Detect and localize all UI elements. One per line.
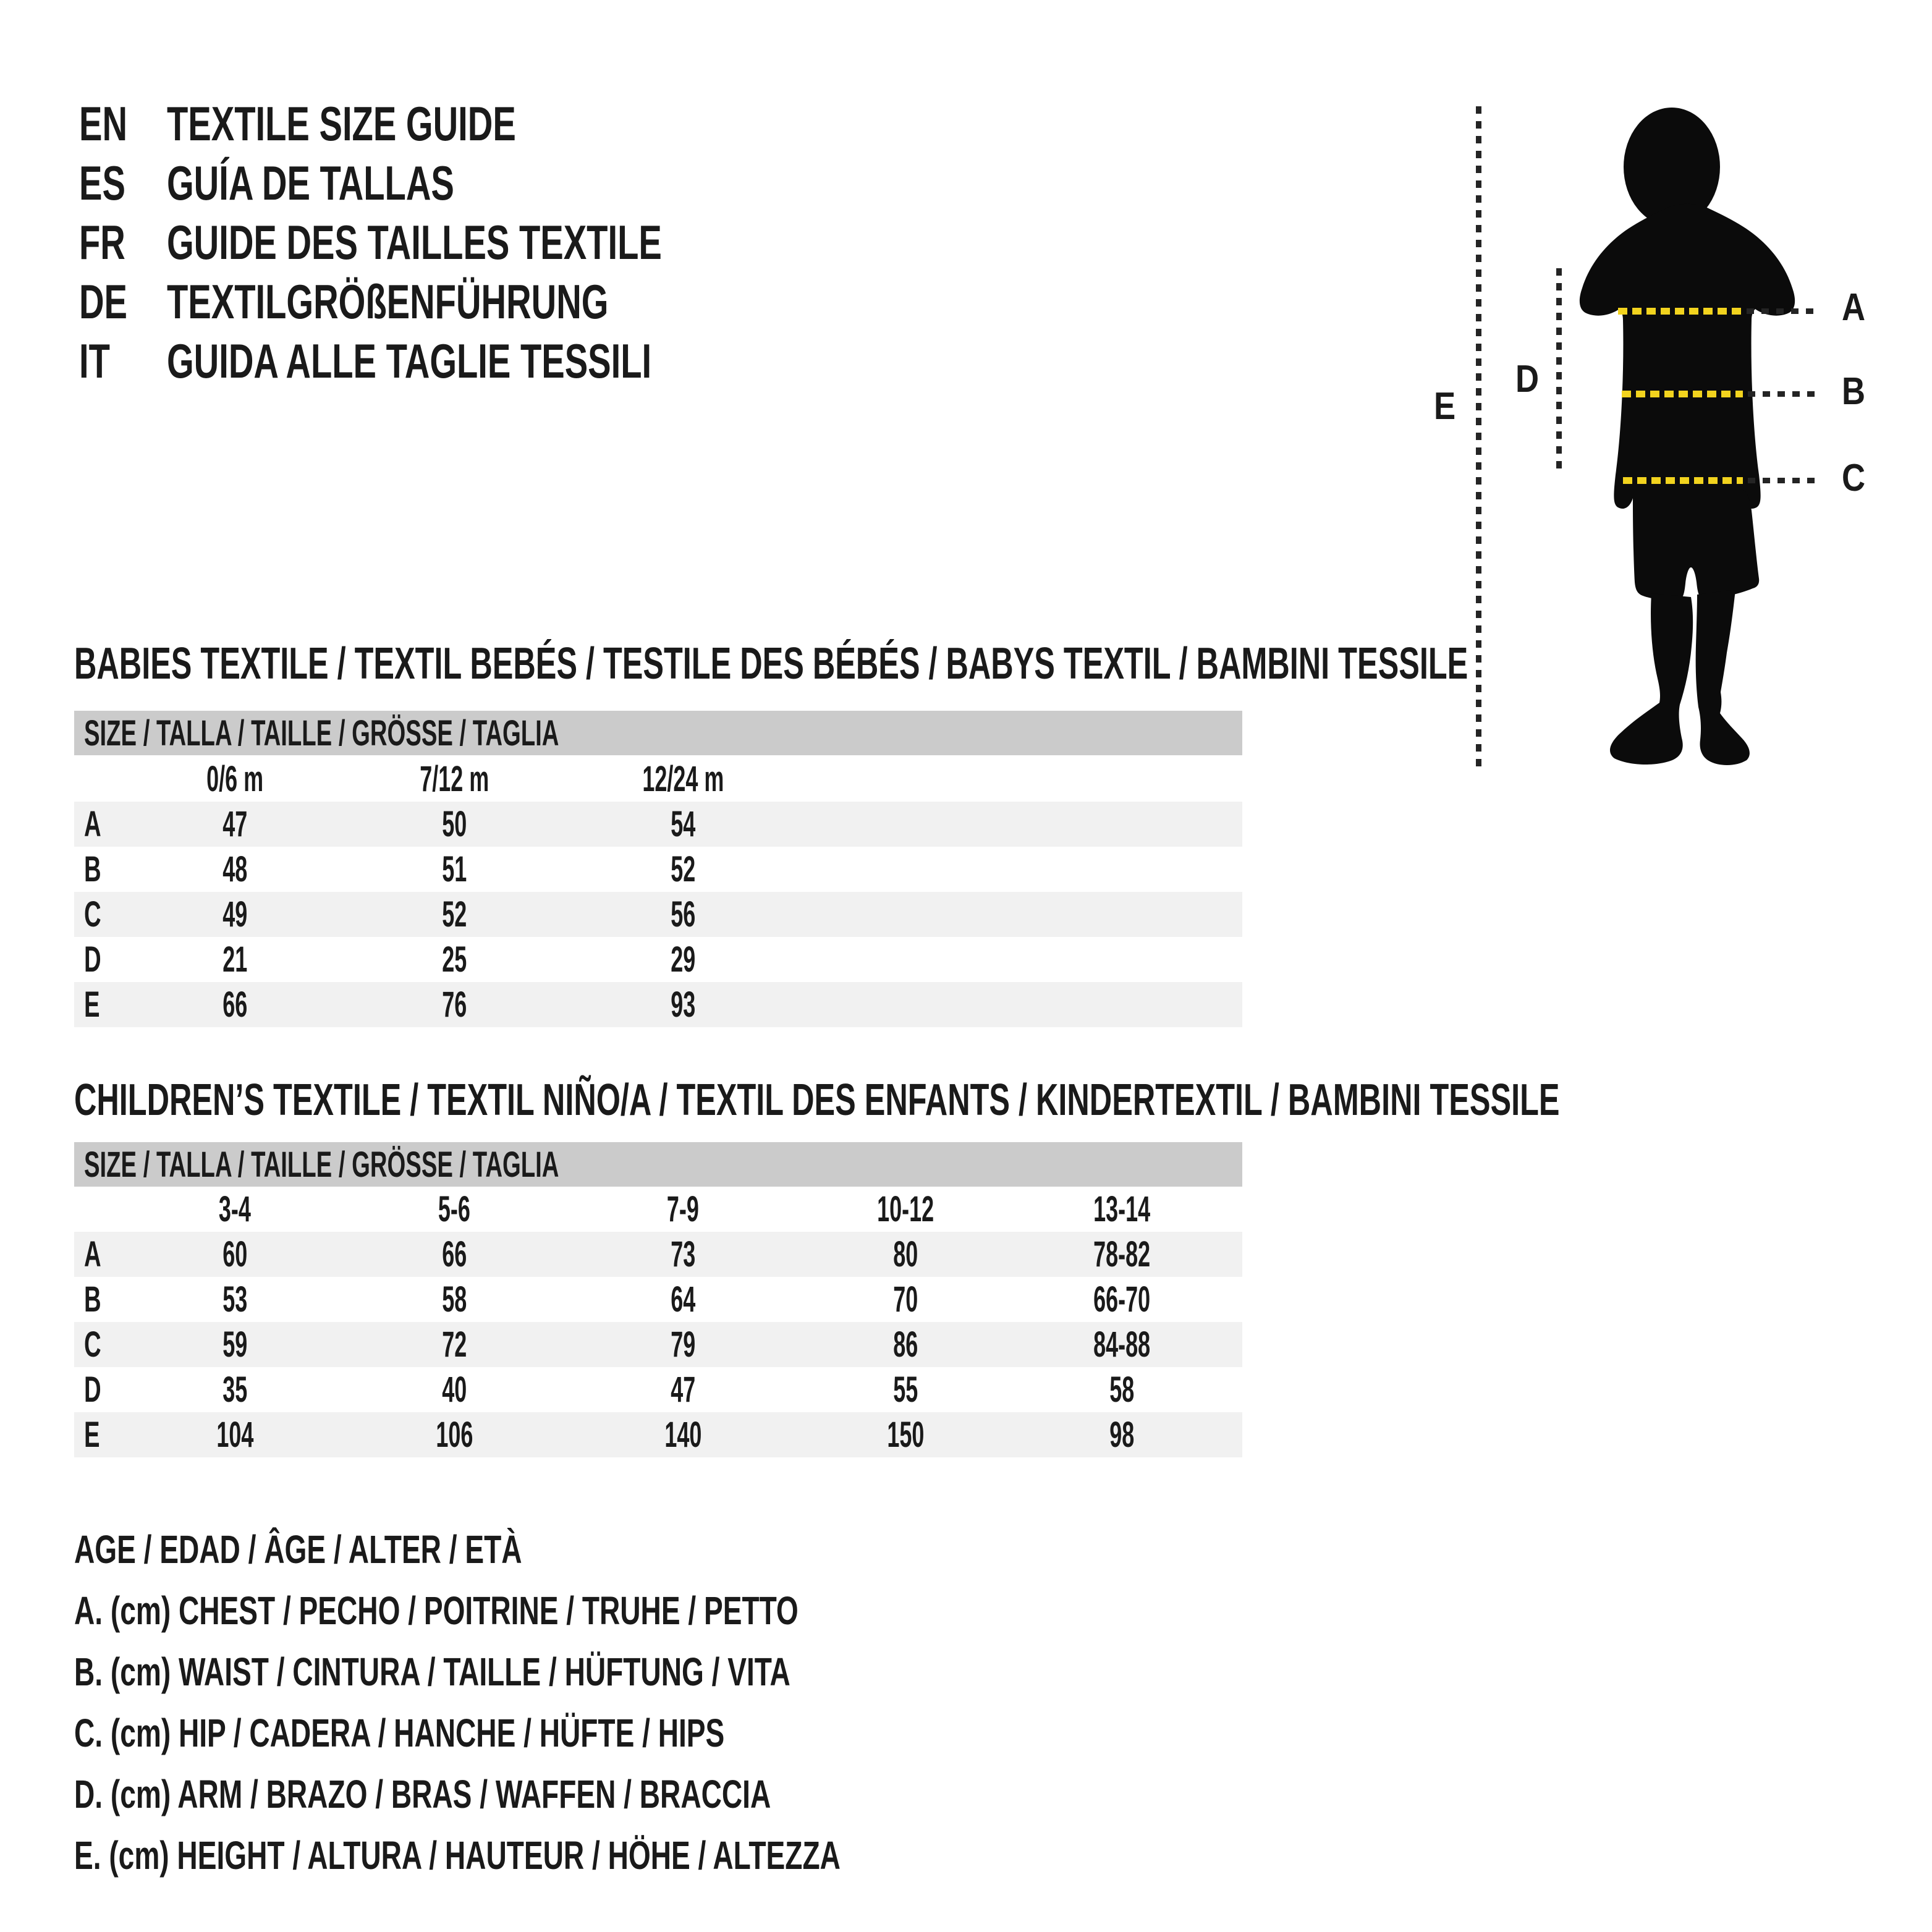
table-row [74, 847, 1242, 892]
measure-label-e: E [1434, 385, 1456, 428]
size-value: 49 [222, 894, 247, 934]
table-row [74, 982, 1242, 1027]
hip-line-c-dark [1748, 478, 1821, 483]
babies-column-header-row [74, 756, 1242, 802]
row-label: E [84, 985, 100, 1025]
size-value: 86 [892, 1324, 918, 1365]
table-row [74, 1277, 1242, 1322]
language-code: DE [79, 274, 128, 329]
size-value: 60 [222, 1234, 247, 1274]
size-value: 104 [216, 1415, 254, 1455]
size-value: 47 [670, 1370, 695, 1410]
language-code: ES [79, 155, 125, 210]
language-code: FR [79, 214, 125, 269]
size-value: 53 [222, 1279, 247, 1320]
size-value: 35 [222, 1370, 247, 1410]
size-value: 76 [441, 985, 467, 1025]
size-value: 54 [670, 804, 695, 844]
language-row [79, 331, 854, 391]
waist-line-b-yellow [1622, 391, 1743, 397]
size-value: 51 [441, 849, 467, 889]
babies-size-header-bar: SIZE / TALLA / TAILLE / GRÖSSE / TAGLIA [74, 711, 1242, 755]
column-header: 7/12 m [420, 759, 489, 799]
size-value: 52 [670, 849, 695, 889]
column-header: 0/6 m [206, 759, 263, 799]
size-value: 72 [441, 1324, 467, 1365]
size-value: 25 [441, 939, 467, 980]
language-title: GUÍA DE TALLAS [167, 155, 454, 210]
table-row [74, 1232, 1242, 1277]
language-guide-block [79, 94, 854, 391]
size-value: 50 [441, 804, 467, 844]
size-value: 29 [670, 939, 695, 980]
size-value: 58 [441, 1279, 467, 1320]
language-code: IT [79, 333, 110, 388]
row-label: B [84, 849, 101, 889]
row-label: D [84, 1370, 101, 1410]
size-value: 47 [222, 804, 247, 844]
children-size-table [74, 1187, 1242, 1457]
measure-label-b: B [1842, 370, 1866, 413]
legend-line-chest: A. (cm) CHEST / PECHO / POITRINE / TRUHE / PETTO [74, 1588, 799, 1633]
row-label: A [84, 1234, 101, 1274]
size-value: 40 [441, 1370, 467, 1410]
table-row [74, 1412, 1242, 1457]
legend-line-age: AGE / EDAD / ÂGE / ALTER / ETÀ [74, 1527, 522, 1572]
measure-label-c: C [1842, 457, 1866, 499]
column-header: 5-6 [438, 1189, 470, 1229]
table-row [74, 1322, 1242, 1367]
size-value: 52 [441, 894, 467, 934]
table-row [74, 1367, 1242, 1412]
language-title: GUIDA ALLE TAGLIE TESSILI [167, 333, 652, 388]
chest-line-a-dark [1747, 308, 1821, 314]
babies-section-heading: BABIES TEXTILE / TEXTIL BEBÉS / TESTILE DES BÉBÉS / BABYS TEXTIL / BAMBINI TESSILE [74, 639, 1468, 688]
size-value: 70 [892, 1279, 918, 1320]
column-header: 10-12 [877, 1189, 934, 1229]
row-label: C [84, 1324, 101, 1365]
size-value: 21 [222, 939, 247, 980]
size-value: 78-82 [1093, 1234, 1150, 1274]
measurement-legend [74, 1519, 1138, 1886]
size-value: 66 [441, 1234, 467, 1274]
arm-line-d [1556, 268, 1562, 471]
row-label: D [84, 939, 101, 980]
legend-line-arm: D. (cm) ARM / BRAZO / BRAS / WAFFEN / BRACCIA [74, 1771, 771, 1816]
row-label: A [84, 804, 101, 844]
measure-label-d: D [1515, 358, 1540, 400]
language-code: EN [79, 96, 128, 151]
size-value: 66 [222, 985, 247, 1025]
row-label: E [84, 1415, 100, 1455]
chest-line-a-yellow [1618, 308, 1742, 315]
size-value: 98 [1109, 1415, 1134, 1455]
legend-line-hip: C. (cm) HIP / CADERA / HANCHE / HÜFTE / HIPS [74, 1710, 725, 1755]
size-value: 58 [1109, 1370, 1134, 1410]
language-title: TEXTILGRÖßENFÜHRUNG [167, 274, 609, 329]
size-value: 93 [670, 985, 695, 1025]
column-header: 3-4 [219, 1189, 251, 1229]
children-section-heading: CHILDREN’S TEXTILE / TEXTIL NIÑO/A / TEXTIL DES ENFANTS / KINDERTEXTIL / BAMBINI TESSILE [74, 1075, 1560, 1125]
row-label: B [84, 1279, 101, 1320]
table-row [74, 892, 1242, 937]
measure-label-a: A [1842, 286, 1866, 329]
language-row [79, 213, 854, 272]
size-value: 48 [222, 849, 247, 889]
waist-line-b-dark [1748, 391, 1821, 397]
language-row [79, 94, 854, 153]
hip-line-c-yellow [1623, 477, 1743, 484]
size-value: 56 [670, 894, 695, 934]
column-header: 12/24 m [642, 759, 724, 799]
children-column-header-row [74, 1187, 1242, 1232]
size-value: 59 [222, 1324, 247, 1365]
legend-line-waist: B. (cm) WAIST / CINTURA / TAILLE / HÜFTUNG / VITA [74, 1649, 790, 1694]
children-size-header-bar: SIZE / TALLA / TAILLE / GRÖSSE / TAGLIA [74, 1142, 1242, 1187]
language-row [79, 153, 854, 213]
size-value: 79 [670, 1324, 695, 1365]
table-row [74, 802, 1242, 847]
size-value: 64 [670, 1279, 695, 1320]
size-value: 66-70 [1093, 1279, 1150, 1320]
size-value: 106 [435, 1415, 473, 1455]
size-value: 80 [892, 1234, 918, 1274]
column-header: 7-9 [667, 1189, 699, 1229]
size-value: 150 [886, 1415, 925, 1455]
babies-size-table [74, 756, 1242, 1027]
language-row [79, 272, 854, 331]
size-value: 55 [892, 1370, 918, 1410]
column-header: 13-14 [1093, 1189, 1150, 1229]
row-label: C [84, 894, 101, 934]
size-value: 140 [664, 1415, 702, 1455]
size-value: 73 [670, 1234, 695, 1274]
legend-line-height: E. (cm) HEIGHT / ALTURA / HAUTEUR / HÖHE / ALTEZZA [74, 1832, 841, 1878]
language-title: GUIDE DES TAILLES TEXTILE [167, 214, 662, 269]
size-value: 84-88 [1093, 1324, 1150, 1365]
table-row [74, 937, 1242, 982]
language-title: TEXTILE SIZE GUIDE [167, 96, 516, 151]
